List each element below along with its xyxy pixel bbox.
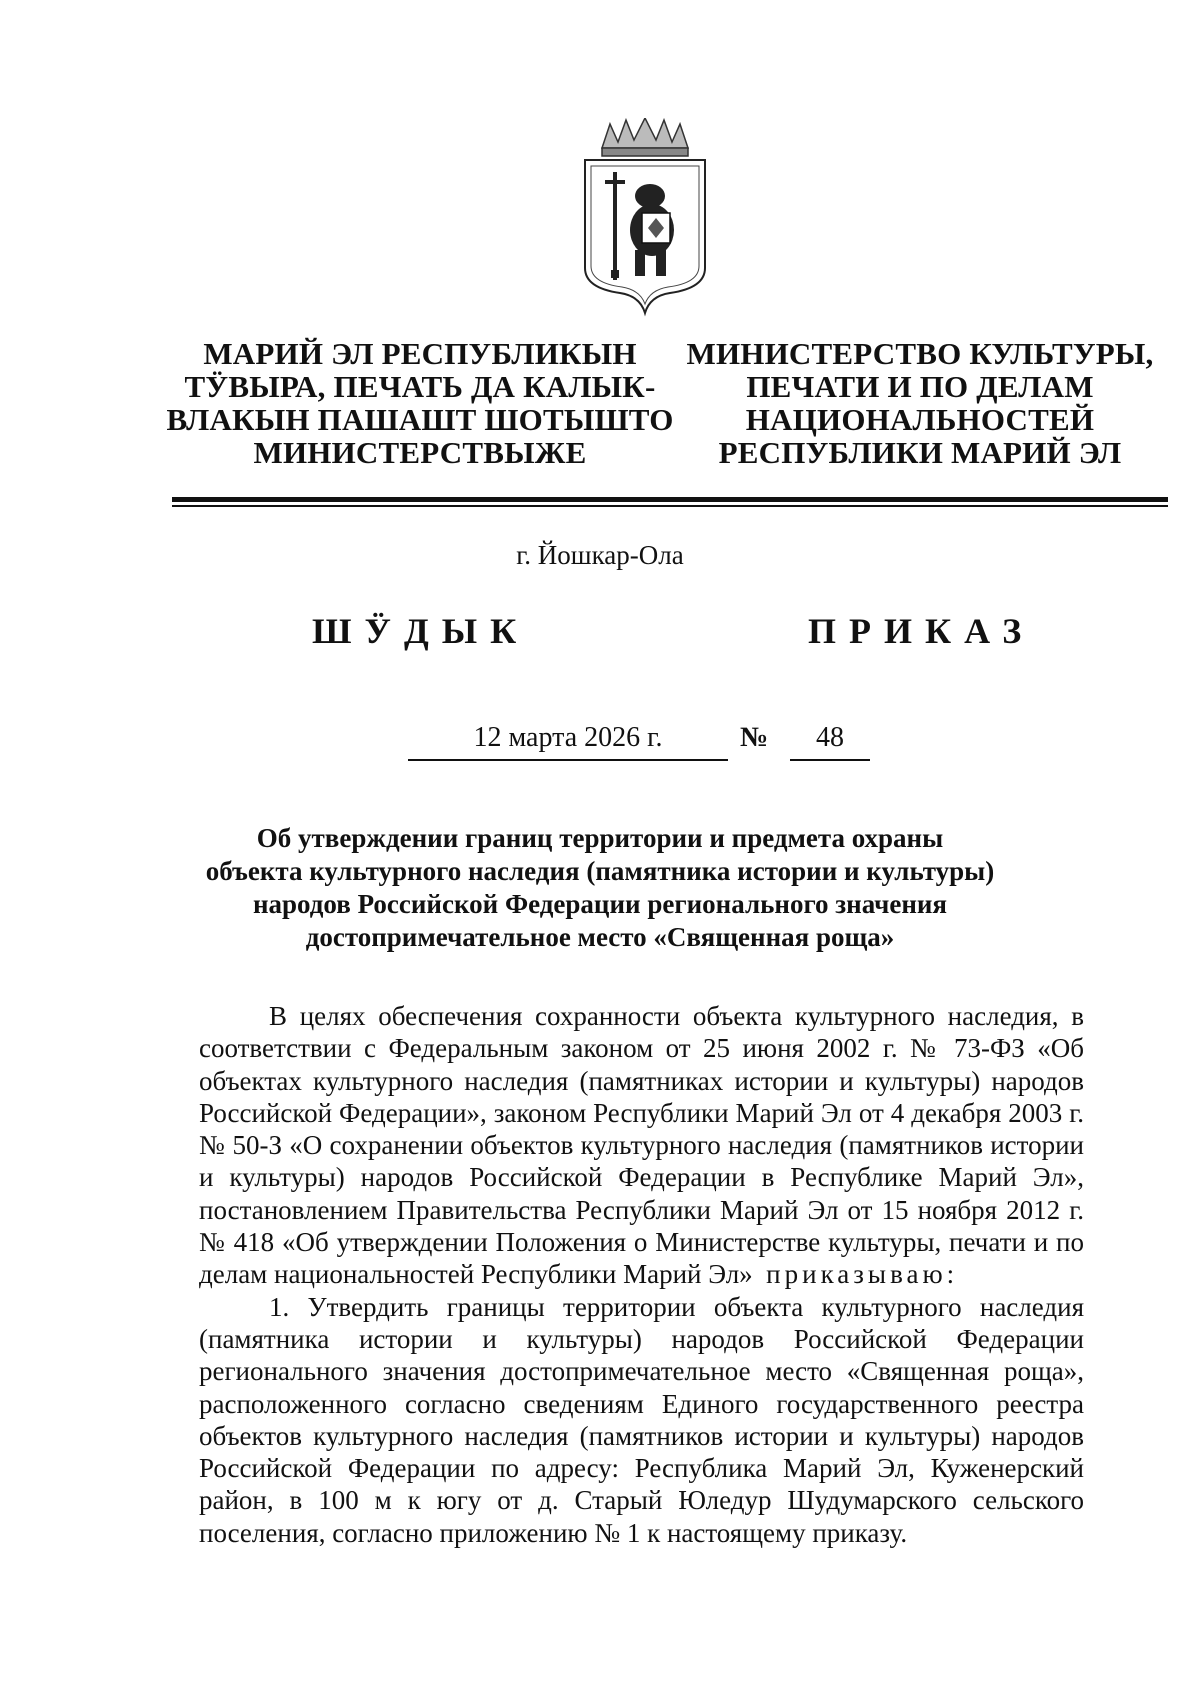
doc-type-russian: ПРИКАЗ	[808, 611, 1035, 651]
header-divider-thin	[172, 505, 1168, 507]
org-name-mari	[160, 337, 680, 469]
document-title	[160, 822, 1040, 954]
org-line: МИНИСТЕРСТВЫЖЕ	[253, 435, 587, 470]
document-number: 48	[816, 722, 844, 753]
title-line: достопримечательное место «Священная роща»	[305, 922, 895, 952]
org-line: МАРИЙ ЭЛ РЕСПУБЛИКЫН	[203, 336, 637, 371]
title-line: народов Российской Федерации регионального значения	[252, 889, 948, 919]
date-underline	[408, 759, 728, 761]
document-body	[199, 1000, 1084, 1549]
title-line: объекта культурного наследия (памятника истории и культуры)	[205, 856, 995, 886]
org-line: МИНИСТЕРСТВО КУЛЬТУРЫ,	[686, 336, 1154, 371]
coat-of-arms-icon	[580, 118, 710, 318]
org-line: ТӰВЫРА, ПЕЧАТЬ ДА КАЛЫК-	[184, 369, 656, 404]
org-line: ВЛАКЫН ПАШАШТ ШОТЫШТО	[166, 402, 674, 437]
title-line: Об утверждении границ территории и предмета охраны	[256, 823, 944, 853]
org-line: ПЕЧАТИ И ПО ДЕЛАМ	[746, 369, 1094, 404]
preamble-paragraph	[199, 1000, 1084, 1291]
preamble-text: В целях обеспечения сохранности объекта культурного наследия, в соответствии с Федеральным законом от 25 июня 2002 г. № 73-ФЗ «Об объектах культурного наследия (памятниках истории и культуры) народов Российской Федерации», законом Республики Марий Эл от 4 декабря 2003 г. № 50-З «О сохранении объектов культурного наследия (памятников истории и культуры) народов Российской Федерации в Республике Марий Эл», постановлением Правительства Республики Марий Эл от 15 ноября 2012 г. № 418 «Об утверждении Положения о Министерстве культуры, печати и по делам национальностей Республики Марий Эл»	[199, 1001, 1084, 1290]
document-date-field	[408, 722, 728, 762]
number-underline	[790, 759, 870, 761]
header-divider	[172, 497, 1168, 502]
clause-paragraph: 1. Утвердить границы территории объекта культурного наследия (памятника истории и культуры) народов Российской Федерации регионального значения достопримечательное место «Священная роща», расположенного согласно сведениям Единого государственного реестра объектов культурного наследия (памятников истории и культуры) народов Российской Федерации по адресу: Республика Марий Эл, Куженерский район, в 100 м к югу от д. Старый Юледур Шудумарского сельского поселения, согласно приложению № 1 к настоящему приказу.	[199, 1291, 1084, 1548]
order-word: приказываю:	[766, 1259, 959, 1290]
city-name: г. Йошкар-Ола	[516, 540, 684, 570]
number-sign: №	[740, 722, 769, 753]
org-line: НАЦИОНАЛЬНОСТЕЙ	[745, 402, 1095, 437]
document-date: 12 марта 2026 г.	[473, 722, 663, 753]
document-number-field	[790, 722, 870, 762]
doc-type-mari: ШӰДЫК	[312, 611, 530, 651]
org-name-russian	[660, 337, 1180, 469]
org-line: РЕСПУБЛИКИ МАРИЙ ЭЛ	[718, 435, 1122, 470]
